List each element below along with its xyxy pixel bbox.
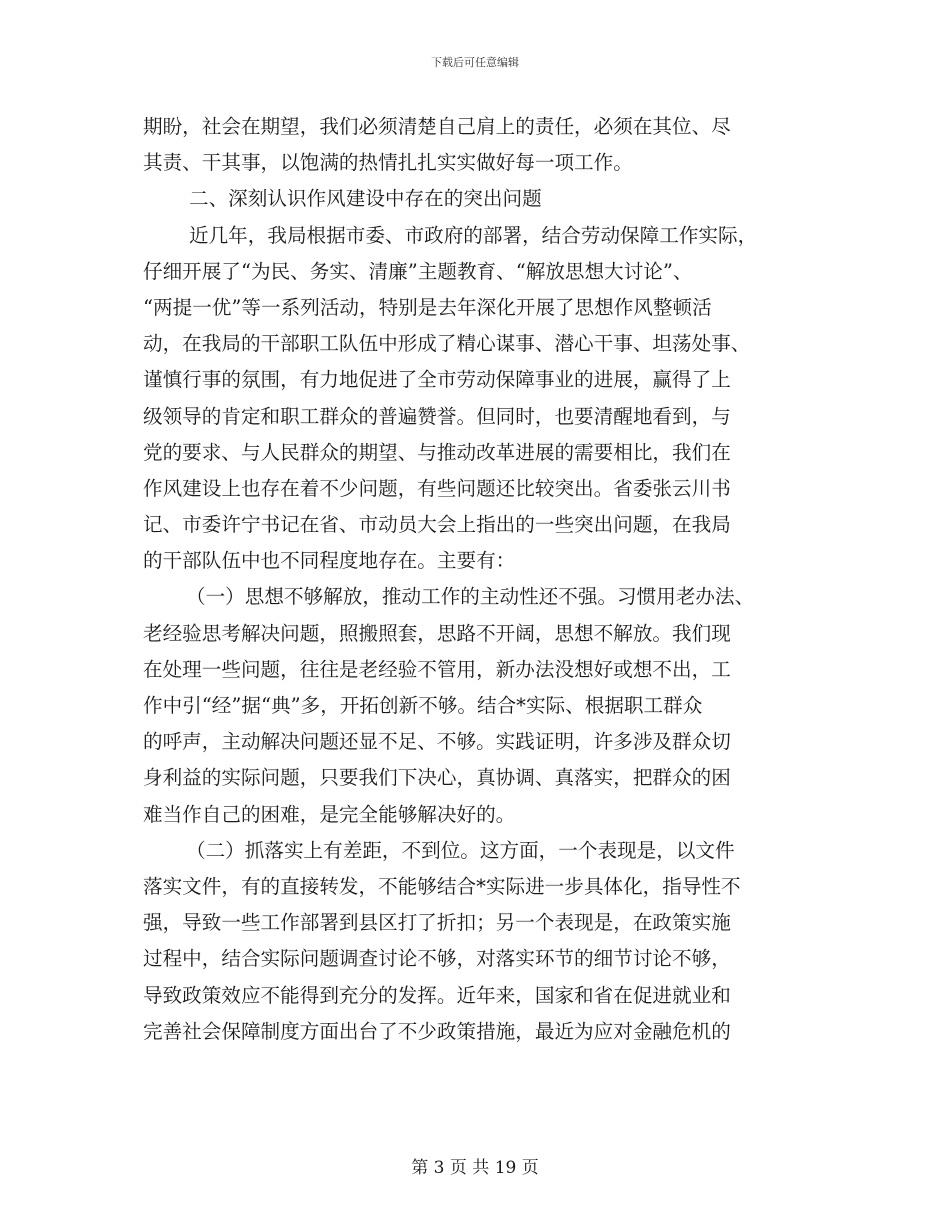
subsection-heading-2: （二）抓落实上有差距，不到位。这方面，一个表现是，以文件 [186, 838, 735, 862]
paragraph-start: 近几年，我局根据市委、市政府的部署，结合劳动保障工作实际， [189, 223, 758, 247]
text-line: 作中引“经”据“典”多，开拓创新不够。结合*实际、根据职工群众 [143, 694, 703, 717]
page-footer: 第 3 页 共 19 页 [411, 1158, 539, 1178]
text-line: “两提一优”等一系列活动，特别是去年深化开展了思想作风整顿活 [143, 295, 712, 319]
text-line: 党的要求、与人民群众的期望、与推动改革进展的需要相比，我们在 [143, 440, 731, 464]
text-line: 仔细开展了“为民、务实、清廉”主题教育、“解放思想大讨论”、 [143, 259, 693, 283]
text-line: 的干部队伍中也不同程度地存在。主要有： [143, 549, 516, 573]
page-header: 下载后可任意编辑 [431, 56, 519, 69]
section-heading: 二、深刻认识作风建设中存在的突出问题 [189, 187, 542, 211]
text-line: 的呼声，主动解决问题还显不足、不够。实践证明，许多涉及群众切 [143, 730, 731, 754]
text-line: 作风建设上也存在着不少问题，有些问题还比较突出。省委张云川书 [143, 476, 731, 500]
text-line: 其责、干其事，以饱满的热情扎扎实实做好每一项工作。 [143, 151, 633, 175]
text-line: 级领导的肯定和职工群众的普遍赞誉。但同时，也要清醒地看到，与 [143, 404, 731, 428]
text-line: 强，导致一些工作部署到县区打了折扣；另一个表现是，在政策实施 [143, 911, 731, 935]
text-line: 过程中，结合实际问题调查讨论不够，对落实环节的细节讨论不够， [143, 947, 731, 971]
text-line: 动，在我局的干部职工队伍中形成了精心谋事、潜心干事、坦荡处事、 [143, 332, 751, 356]
text-line: 导致政策效应不能得到充分的发挥。近年来，国家和省在促进就业和 [143, 983, 731, 1007]
text-line: 记、市委许宁书记在省、市动员大会上指出的一些突出问题，在我局 [143, 513, 731, 537]
text-line: 身利益的实际问题，只要我们下决心，真协调、真落实，把群众的困 [143, 766, 731, 790]
document-body [143, 109, 813, 1050]
text-line: 期盼，社会在期望，我们必须清楚自己肩上的责任，必须在其位、尽 [143, 115, 731, 138]
text-line: 落实文件，有的直接转发，不能够结合*实际进一步具体化，指导性不 [143, 874, 741, 898]
text-line: 谨慎行事的氛围，有力地促进了全市劳动保障事业的进展，赢得了上 [143, 368, 731, 392]
text-line: 老经验思考解决问题，照搬照套，思路不开阔，思想不解放。我们现 [143, 621, 731, 645]
subsection-heading-1: （一）思想不够解放，推动工作的主动性还不强。习惯用老办法、 [186, 585, 755, 609]
text-line: 在处理一些问题，往往是老经验不管用，新办法没想好或想不出，工 [143, 657, 731, 681]
text-line: 难当作自己的困难，是完全能够解决好的。 [143, 802, 516, 826]
text-line: 完善社会保障制度方面出台了不少政策措施，最近为应对金融危机的 [143, 1019, 731, 1043]
